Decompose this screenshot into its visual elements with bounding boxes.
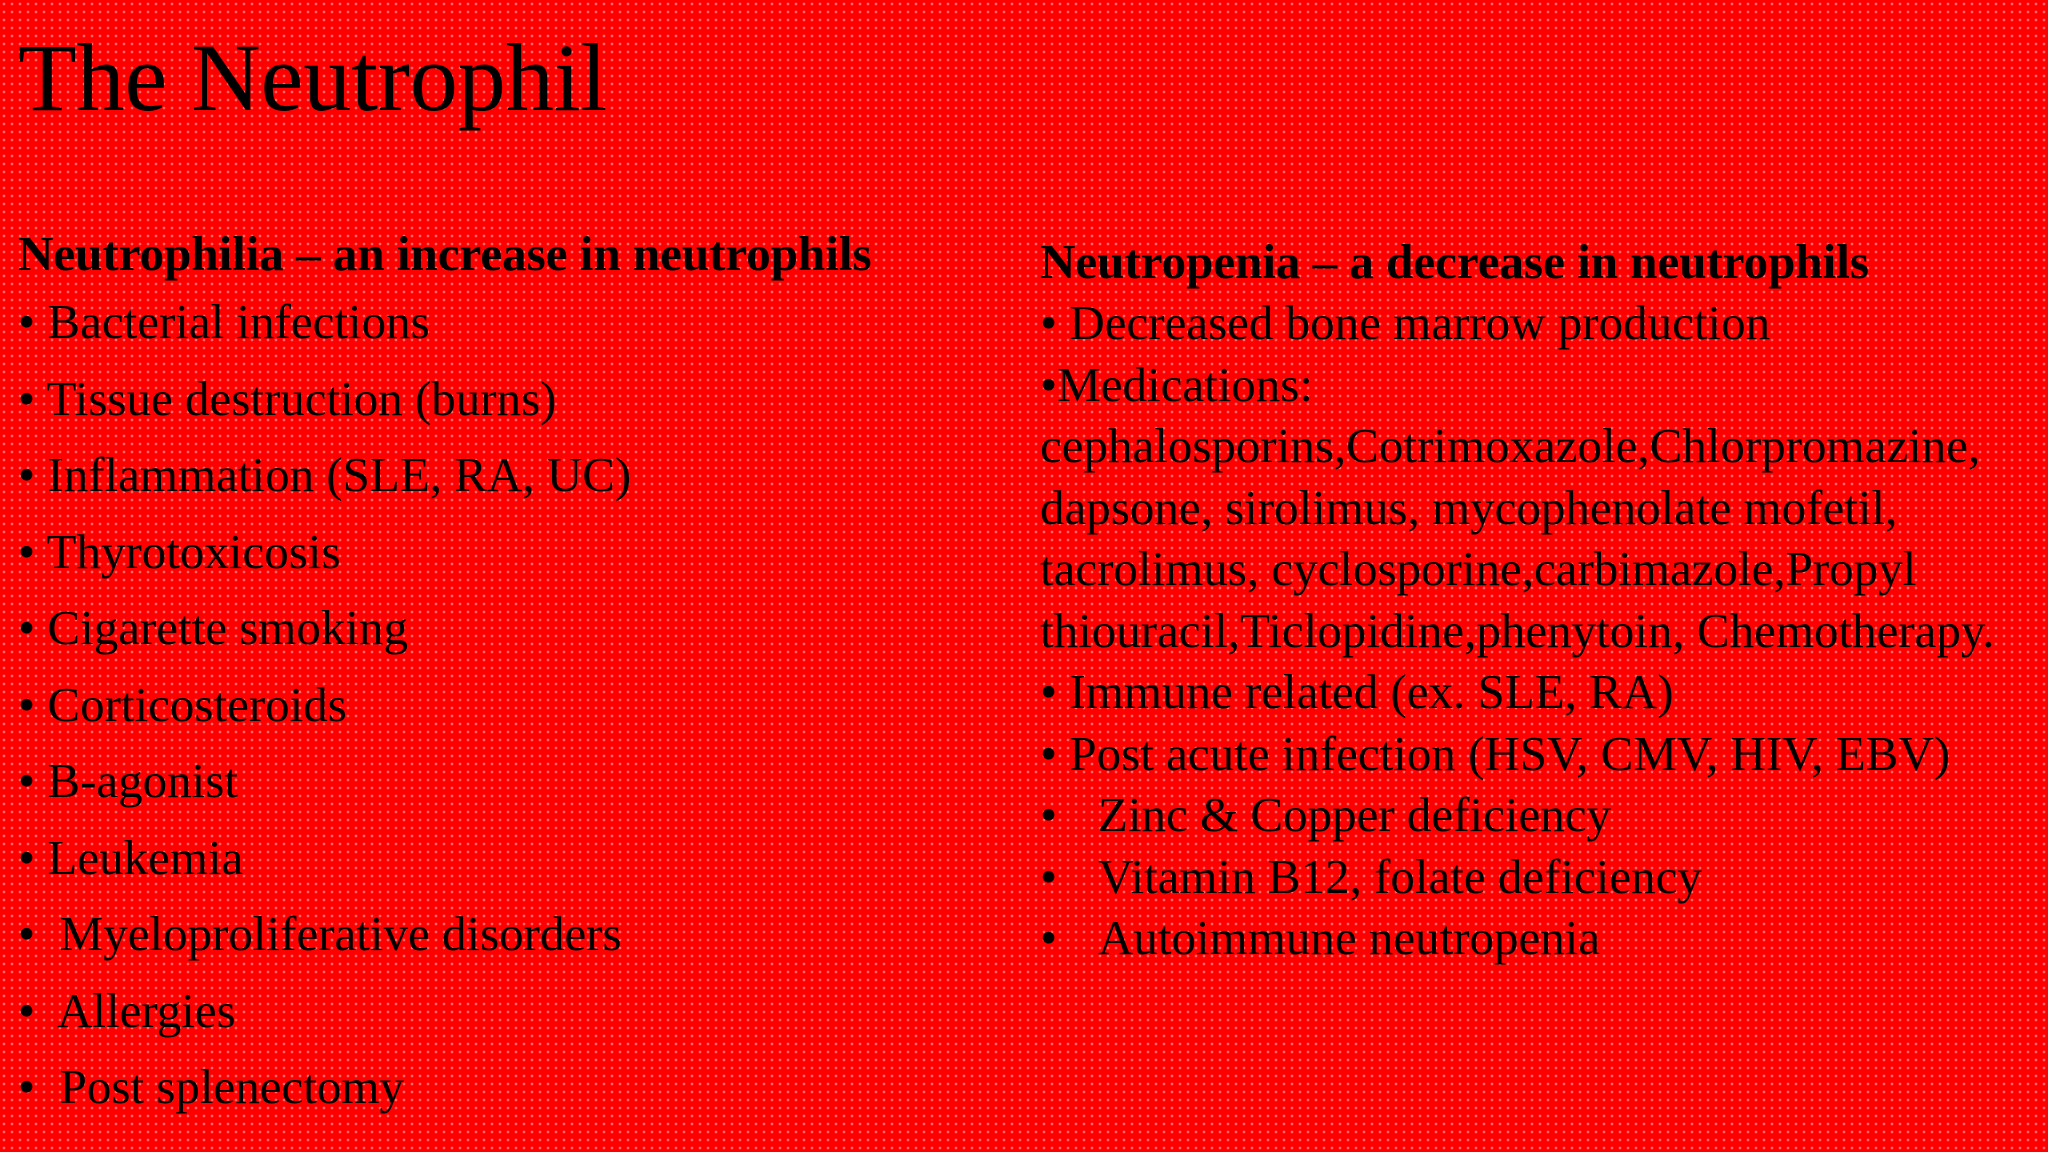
neutropenia-list (1040, 292, 2040, 969)
list-item-text: Myeloproliferative disorders (59, 906, 622, 961)
list-item-text: Allergies (56, 982, 236, 1038)
list-item (1040, 292, 2040, 354)
neutropenia-column (1040, 232, 2040, 969)
list-item-text: Leukemia (47, 829, 244, 885)
bullet-icon: • (1040, 910, 1058, 965)
list-item-text: Autoimmune neutropenia (1098, 910, 1601, 965)
list-item-text: Decreased bone marrow production (1069, 295, 1771, 350)
neutropenia-heading: Neutropenia – a decrease in neutrophils (1040, 234, 1869, 289)
list-item (18, 361, 1018, 438)
bullet-icon: • (18, 370, 36, 426)
slide-title: The Neutrophil (18, 24, 608, 131)
list-item (1040, 907, 2040, 969)
list-item (18, 743, 1018, 820)
list-item-text: Tissue destruction (burns) (46, 370, 557, 426)
list-item (18, 514, 1018, 591)
bullet-icon: • (18, 829, 36, 885)
list-item-text: Zinc & Copper deficiency (1098, 787, 1611, 842)
bullet-icon: • (1040, 356, 1058, 412)
list-item-text: Vitamin B12, folate deficiency (1098, 848, 1702, 904)
bullet-icon: • (18, 294, 36, 349)
list-item-text: Post splenectomy (59, 1059, 404, 1114)
list-item-text: Immune related (ex. SLE, RA) (1069, 664, 1674, 719)
bullet-icon: • (1040, 295, 1058, 350)
list-item-text: Medications: cephalosporins,Cotrimoxazole,Chlorpromazine, dapsone, sirolimus, mycophenolate mofetil, tacrolimus, cyclosporine,carbimazole,Propyl thiouracil,Ticlopidine,phenytoin, Chemotherapy. (1040, 356, 1995, 658)
list-item (18, 284, 1018, 361)
list-item (18, 590, 1018, 667)
list-item-text: Corticosteroids (47, 676, 347, 732)
list-item (18, 896, 1018, 973)
list-item (18, 820, 1018, 897)
bullet-icon: • (1040, 664, 1058, 719)
bullet-icon: • (18, 753, 36, 808)
bullet-icon: • (18, 982, 36, 1038)
list-item-text: Cigarette smoking (47, 600, 409, 655)
list-item-text: B-agonist (47, 753, 238, 808)
list-item (18, 667, 1018, 744)
list-item-medications (1040, 354, 2040, 662)
bullet-icon: • (18, 906, 36, 961)
list-item (1040, 723, 2040, 785)
neutrophilia-column (18, 224, 1018, 1126)
neutrophilia-heading: Neutrophilia – an increase in neutrophils (18, 226, 872, 281)
bullet-icon: • (18, 676, 36, 732)
list-item-text: Bacterial infections (47, 294, 430, 349)
list-item (18, 973, 1018, 1050)
bullet-icon: • (18, 523, 36, 579)
bullet-icon: • (1040, 848, 1058, 904)
list-item-text: Inflammation (SLE, RA, UC) (47, 447, 632, 502)
list-item-text: Post acute infection (HSV, CMV, HIV, EBV) (1069, 725, 1951, 781)
neutrophilia-list (18, 284, 1018, 1126)
bullet-icon: • (1040, 725, 1058, 781)
bullet-icon: • (1040, 787, 1058, 842)
list-item (18, 437, 1018, 514)
list-item (1040, 846, 2040, 908)
bullet-icon: • (18, 447, 36, 502)
list-item (1040, 784, 2040, 846)
bullet-icon: • (18, 1059, 36, 1114)
list-item (18, 1049, 1018, 1126)
list-item (1040, 661, 2040, 723)
list-item-text: Thyrotoxicosis (46, 523, 341, 579)
bullet-icon: • (18, 600, 36, 655)
